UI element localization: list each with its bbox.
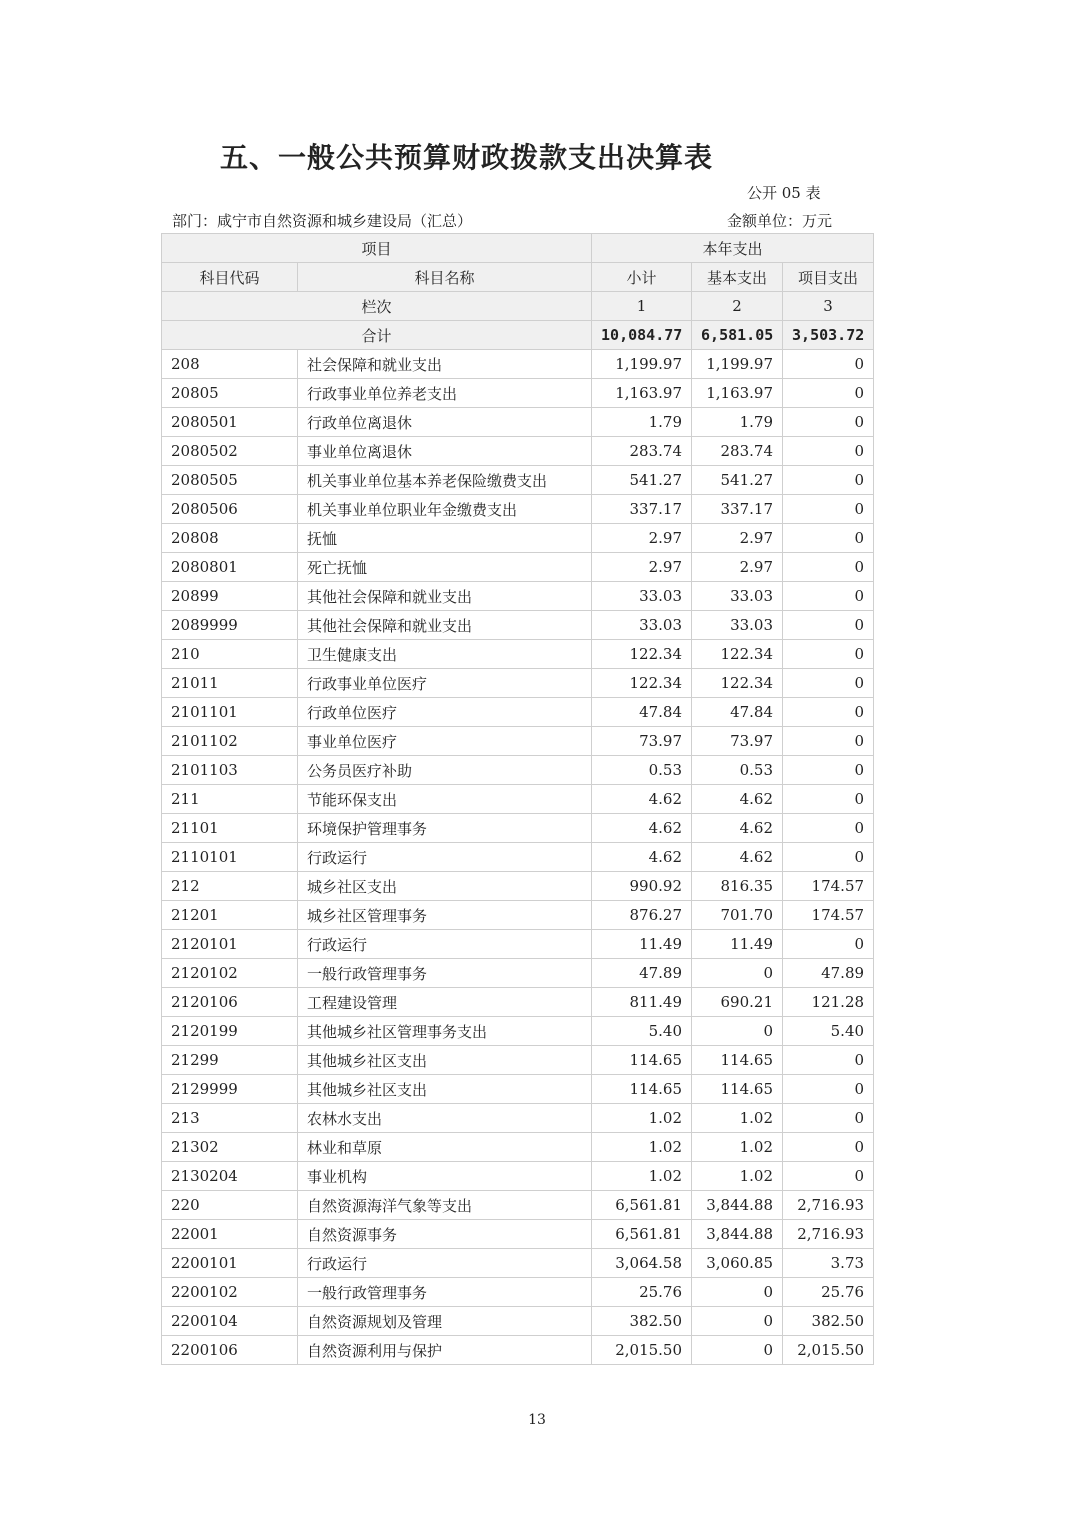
header-col3: 3 bbox=[783, 292, 874, 321]
row-project: 0 bbox=[783, 1046, 874, 1075]
row-basic: 1.02 bbox=[692, 1162, 783, 1191]
row-project: 0 bbox=[783, 582, 874, 611]
row-name: 行政单位离退休 bbox=[298, 408, 592, 437]
row-subtotal: 990.92 bbox=[592, 872, 692, 901]
row-subtotal: 541.27 bbox=[592, 466, 692, 495]
header-project: 项目支出 bbox=[783, 263, 874, 292]
total-subtotal: 10,084.77 bbox=[592, 321, 692, 350]
row-code: 2101101 bbox=[162, 698, 298, 727]
table-row bbox=[162, 408, 874, 437]
row-subtotal: 1.02 bbox=[592, 1104, 692, 1133]
row-name: 事业机构 bbox=[298, 1162, 592, 1191]
header-row-3 bbox=[162, 292, 874, 321]
row-project: 0 bbox=[783, 669, 874, 698]
row-project: 121.28 bbox=[783, 988, 874, 1017]
row-project: 382.50 bbox=[783, 1307, 874, 1336]
header-basic: 基本支出 bbox=[692, 263, 783, 292]
table-row bbox=[162, 1336, 874, 1365]
row-name: 机关事业单位职业年金缴费支出 bbox=[298, 495, 592, 524]
row-code: 2200101 bbox=[162, 1249, 298, 1278]
row-code: 220 bbox=[162, 1191, 298, 1220]
expenditure-table bbox=[161, 233, 874, 1365]
table-row bbox=[162, 1191, 874, 1220]
row-project: 2,716.93 bbox=[783, 1191, 874, 1220]
row-basic: 122.34 bbox=[692, 669, 783, 698]
row-name: 行政事业单位养老支出 bbox=[298, 379, 592, 408]
row-basic: 114.65 bbox=[692, 1075, 783, 1104]
row-basic: 1,163.97 bbox=[692, 379, 783, 408]
row-project: 0 bbox=[783, 756, 874, 785]
row-code: 21299 bbox=[162, 1046, 298, 1075]
row-basic: 2.97 bbox=[692, 524, 783, 553]
row-code: 2120101 bbox=[162, 930, 298, 959]
row-name: 行政运行 bbox=[298, 930, 592, 959]
row-code: 21101 bbox=[162, 814, 298, 843]
row-subtotal: 6,561.81 bbox=[592, 1220, 692, 1249]
table-row bbox=[162, 814, 874, 843]
row-name: 环境保护管理事务 bbox=[298, 814, 592, 843]
row-subtotal: 337.17 bbox=[592, 495, 692, 524]
row-project: 3.73 bbox=[783, 1249, 874, 1278]
total-project: 3,503.72 bbox=[783, 321, 874, 350]
row-code: 21011 bbox=[162, 669, 298, 698]
row-project: 0 bbox=[783, 814, 874, 843]
row-basic: 122.34 bbox=[692, 640, 783, 669]
row-name: 公务员医疗补助 bbox=[298, 756, 592, 785]
row-project: 0 bbox=[783, 553, 874, 582]
row-code: 2080502 bbox=[162, 437, 298, 466]
row-name: 城乡社区管理事务 bbox=[298, 901, 592, 930]
row-name: 行政单位医疗 bbox=[298, 698, 592, 727]
row-name: 自然资源规划及管理 bbox=[298, 1307, 592, 1336]
row-code: 20808 bbox=[162, 524, 298, 553]
row-code: 21302 bbox=[162, 1133, 298, 1162]
table-row bbox=[162, 582, 874, 611]
header-col1: 1 bbox=[592, 292, 692, 321]
header-row-2 bbox=[162, 263, 874, 292]
row-basic: 1.02 bbox=[692, 1104, 783, 1133]
row-subtotal: 122.34 bbox=[592, 669, 692, 698]
header-item: 项目 bbox=[162, 234, 592, 263]
row-name: 工程建设管理 bbox=[298, 988, 592, 1017]
row-basic: 0 bbox=[692, 1017, 783, 1046]
table-row bbox=[162, 379, 874, 408]
row-basic: 4.62 bbox=[692, 785, 783, 814]
row-subtotal: 2.97 bbox=[592, 553, 692, 582]
row-code: 2080506 bbox=[162, 495, 298, 524]
row-name: 自然资源事务 bbox=[298, 1220, 592, 1249]
row-name: 自然资源海洋气象等支出 bbox=[298, 1191, 592, 1220]
row-subtotal: 25.76 bbox=[592, 1278, 692, 1307]
header-name: 科目名称 bbox=[298, 263, 592, 292]
row-basic: 0 bbox=[692, 959, 783, 988]
row-name: 一般行政管理事务 bbox=[298, 1278, 592, 1307]
table-row bbox=[162, 727, 874, 756]
row-basic: 541.27 bbox=[692, 466, 783, 495]
table-row bbox=[162, 988, 874, 1017]
row-name: 自然资源利用与保护 bbox=[298, 1336, 592, 1365]
row-name: 社会保障和就业支出 bbox=[298, 350, 592, 379]
row-code: 211 bbox=[162, 785, 298, 814]
row-code: 21201 bbox=[162, 901, 298, 930]
row-code: 2129999 bbox=[162, 1075, 298, 1104]
row-basic: 701.70 bbox=[692, 901, 783, 930]
row-project: 0 bbox=[783, 524, 874, 553]
row-project: 2,716.93 bbox=[783, 1220, 874, 1249]
table-row bbox=[162, 350, 874, 379]
row-name: 事业单位医疗 bbox=[298, 727, 592, 756]
table-row bbox=[162, 1046, 874, 1075]
header-current-year: 本年支出 bbox=[592, 234, 874, 263]
table-row bbox=[162, 437, 874, 466]
row-code: 2130204 bbox=[162, 1162, 298, 1191]
row-basic: 33.03 bbox=[692, 611, 783, 640]
row-name: 农林水支出 bbox=[298, 1104, 592, 1133]
row-name: 抚恤 bbox=[298, 524, 592, 553]
row-name: 其他城乡社区支出 bbox=[298, 1075, 592, 1104]
row-basic: 73.97 bbox=[692, 727, 783, 756]
row-code: 22001 bbox=[162, 1220, 298, 1249]
row-project: 0 bbox=[783, 379, 874, 408]
row-name: 卫生健康支出 bbox=[298, 640, 592, 669]
row-project: 0 bbox=[783, 408, 874, 437]
row-code: 2101103 bbox=[162, 756, 298, 785]
unit-label: 金额单位：万元 bbox=[727, 212, 833, 230]
header-code: 科目代码 bbox=[162, 263, 298, 292]
row-name: 一般行政管理事务 bbox=[298, 959, 592, 988]
row-project: 5.40 bbox=[783, 1017, 874, 1046]
row-name: 林业和草原 bbox=[298, 1133, 592, 1162]
row-code: 210 bbox=[162, 640, 298, 669]
row-name: 机关事业单位基本养老保险缴费支出 bbox=[298, 466, 592, 495]
row-project: 0 bbox=[783, 727, 874, 756]
row-basic: 0 bbox=[692, 1278, 783, 1307]
row-subtotal: 47.84 bbox=[592, 698, 692, 727]
row-code: 2120199 bbox=[162, 1017, 298, 1046]
row-subtotal: 33.03 bbox=[592, 611, 692, 640]
row-project: 0 bbox=[783, 1075, 874, 1104]
row-basic: 33.03 bbox=[692, 582, 783, 611]
row-project: 0 bbox=[783, 785, 874, 814]
row-subtotal: 2.97 bbox=[592, 524, 692, 553]
row-subtotal: 4.62 bbox=[592, 843, 692, 872]
table-row bbox=[162, 959, 874, 988]
total-label: 合计 bbox=[162, 321, 592, 350]
row-name: 行政运行 bbox=[298, 1249, 592, 1278]
row-subtotal: 1,163.97 bbox=[592, 379, 692, 408]
table-row bbox=[162, 1104, 874, 1133]
table-row bbox=[162, 1220, 874, 1249]
header-col2: 2 bbox=[692, 292, 783, 321]
row-subtotal: 0.53 bbox=[592, 756, 692, 785]
row-subtotal: 4.62 bbox=[592, 814, 692, 843]
row-name: 其他社会保障和就业支出 bbox=[298, 582, 592, 611]
row-subtotal: 3,064.58 bbox=[592, 1249, 692, 1278]
row-project: 0 bbox=[783, 466, 874, 495]
row-project: 0 bbox=[783, 1133, 874, 1162]
row-subtotal: 382.50 bbox=[592, 1307, 692, 1336]
row-basic: 337.17 bbox=[692, 495, 783, 524]
row-basic: 816.35 bbox=[692, 872, 783, 901]
row-basic: 2.97 bbox=[692, 553, 783, 582]
row-basic: 47.84 bbox=[692, 698, 783, 727]
row-basic: 1.79 bbox=[692, 408, 783, 437]
row-basic: 4.62 bbox=[692, 814, 783, 843]
row-subtotal: 2,015.50 bbox=[592, 1336, 692, 1365]
row-code: 208 bbox=[162, 350, 298, 379]
row-subtotal: 1,199.97 bbox=[592, 350, 692, 379]
header-row-1 bbox=[162, 234, 874, 263]
row-basic: 1.02 bbox=[692, 1133, 783, 1162]
row-basic: 3,844.88 bbox=[692, 1220, 783, 1249]
table-row bbox=[162, 1075, 874, 1104]
row-basic: 283.74 bbox=[692, 437, 783, 466]
department-label: 部门：咸宁市自然资源和城乡建设局（汇总） bbox=[172, 212, 473, 230]
table-row bbox=[162, 669, 874, 698]
row-code: 2200104 bbox=[162, 1307, 298, 1336]
row-project: 174.57 bbox=[783, 901, 874, 930]
row-subtotal: 283.74 bbox=[592, 437, 692, 466]
row-subtotal: 876.27 bbox=[592, 901, 692, 930]
total-row bbox=[162, 321, 874, 350]
table-row bbox=[162, 756, 874, 785]
row-project: 0 bbox=[783, 495, 874, 524]
row-basic: 0 bbox=[692, 1307, 783, 1336]
row-basic: 0.53 bbox=[692, 756, 783, 785]
table-row bbox=[162, 1307, 874, 1336]
row-project: 0 bbox=[783, 843, 874, 872]
row-project: 0 bbox=[783, 640, 874, 669]
row-name: 其他城乡社区管理事务支出 bbox=[298, 1017, 592, 1046]
row-name: 死亡抚恤 bbox=[298, 553, 592, 582]
table-row bbox=[162, 640, 874, 669]
row-basic: 1,199.97 bbox=[692, 350, 783, 379]
row-project: 0 bbox=[783, 437, 874, 466]
row-project: 25.76 bbox=[783, 1278, 874, 1307]
table-row bbox=[162, 872, 874, 901]
row-project: 174.57 bbox=[783, 872, 874, 901]
table-row bbox=[162, 930, 874, 959]
row-subtotal: 11.49 bbox=[592, 930, 692, 959]
table-row bbox=[162, 785, 874, 814]
row-code: 2101102 bbox=[162, 727, 298, 756]
row-basic: 3,060.85 bbox=[692, 1249, 783, 1278]
row-subtotal: 811.49 bbox=[592, 988, 692, 1017]
row-project: 47.89 bbox=[783, 959, 874, 988]
row-subtotal: 1.02 bbox=[592, 1162, 692, 1191]
row-subtotal: 47.89 bbox=[592, 959, 692, 988]
row-code: 212 bbox=[162, 872, 298, 901]
row-code: 2120102 bbox=[162, 959, 298, 988]
row-basic: 0 bbox=[692, 1336, 783, 1365]
row-subtotal: 1.02 bbox=[592, 1133, 692, 1162]
table-row bbox=[162, 1278, 874, 1307]
header-subtotal: 小计 bbox=[592, 263, 692, 292]
row-project: 0 bbox=[783, 698, 874, 727]
table-row bbox=[162, 553, 874, 582]
table-row bbox=[162, 611, 874, 640]
row-code: 2200102 bbox=[162, 1278, 298, 1307]
row-name: 其他社会保障和就业支出 bbox=[298, 611, 592, 640]
row-subtotal: 114.65 bbox=[592, 1075, 692, 1104]
row-project: 0 bbox=[783, 350, 874, 379]
table-row bbox=[162, 843, 874, 872]
row-subtotal: 6,561.81 bbox=[592, 1191, 692, 1220]
row-subtotal: 4.62 bbox=[592, 785, 692, 814]
row-name: 事业单位离退休 bbox=[298, 437, 592, 466]
row-code: 2089999 bbox=[162, 611, 298, 640]
table-row bbox=[162, 524, 874, 553]
row-code: 2080505 bbox=[162, 466, 298, 495]
table-row bbox=[162, 1017, 874, 1046]
row-basic: 4.62 bbox=[692, 843, 783, 872]
table-row bbox=[162, 1162, 874, 1191]
row-code: 20805 bbox=[162, 379, 298, 408]
table-row bbox=[162, 901, 874, 930]
row-subtotal: 33.03 bbox=[592, 582, 692, 611]
row-code: 2110101 bbox=[162, 843, 298, 872]
row-basic: 114.65 bbox=[692, 1046, 783, 1075]
row-name: 城乡社区支出 bbox=[298, 872, 592, 901]
page-title: 五、一般公共预算财政拨款支出决算表 bbox=[220, 141, 714, 174]
row-basic: 3,844.88 bbox=[692, 1191, 783, 1220]
row-code: 2080501 bbox=[162, 408, 298, 437]
header-column-index: 栏次 bbox=[162, 292, 592, 321]
row-subtotal: 122.34 bbox=[592, 640, 692, 669]
row-project: 0 bbox=[783, 611, 874, 640]
row-code: 20899 bbox=[162, 582, 298, 611]
row-basic: 11.49 bbox=[692, 930, 783, 959]
row-name: 节能环保支出 bbox=[298, 785, 592, 814]
row-subtotal: 5.40 bbox=[592, 1017, 692, 1046]
table-row bbox=[162, 495, 874, 524]
row-name: 行政事业单位医疗 bbox=[298, 669, 592, 698]
row-subtotal: 1.79 bbox=[592, 408, 692, 437]
row-subtotal: 114.65 bbox=[592, 1046, 692, 1075]
row-subtotal: 73.97 bbox=[592, 727, 692, 756]
table-row bbox=[162, 1133, 874, 1162]
table-row bbox=[162, 466, 874, 495]
total-basic: 6,581.05 bbox=[692, 321, 783, 350]
table-row bbox=[162, 1249, 874, 1278]
form-number: 公开 05 表 bbox=[747, 184, 821, 202]
page-number: 13 bbox=[528, 1412, 546, 1428]
row-project: 0 bbox=[783, 1104, 874, 1133]
row-project: 0 bbox=[783, 1162, 874, 1191]
row-code: 2080801 bbox=[162, 553, 298, 582]
row-code: 2200106 bbox=[162, 1336, 298, 1365]
row-name: 其他城乡社区支出 bbox=[298, 1046, 592, 1075]
row-code: 213 bbox=[162, 1104, 298, 1133]
row-basic: 690.21 bbox=[692, 988, 783, 1017]
row-project: 2,015.50 bbox=[783, 1336, 874, 1365]
row-code: 2120106 bbox=[162, 988, 298, 1017]
row-name: 行政运行 bbox=[298, 843, 592, 872]
table-row bbox=[162, 698, 874, 727]
row-project: 0 bbox=[783, 930, 874, 959]
